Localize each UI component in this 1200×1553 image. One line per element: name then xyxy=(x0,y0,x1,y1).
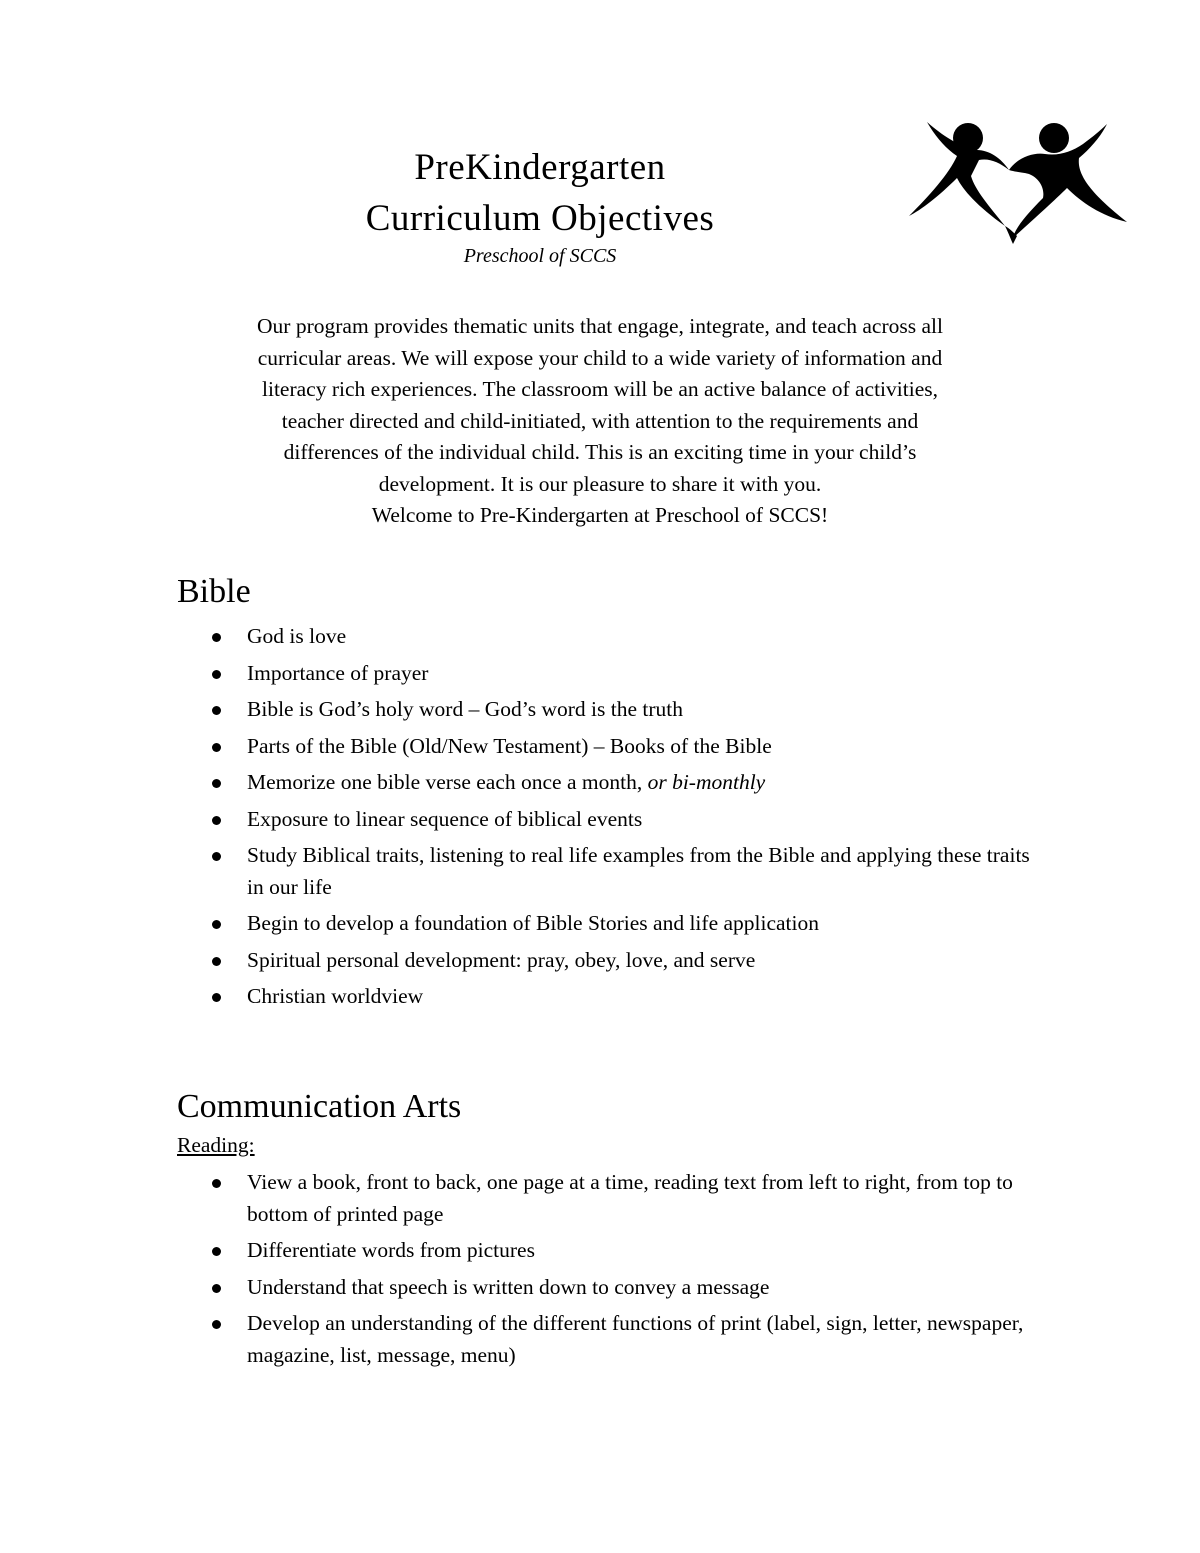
list-item-italic-text: or bi-monthly xyxy=(647,770,766,794)
list-item-text: Importance of prayer xyxy=(247,660,429,685)
bullet-icon xyxy=(212,852,221,861)
list-item-text: View a book, front to back, one page at a time, reading text from left to right, from top to bottom of printed page xyxy=(247,1170,1013,1226)
bullet-icon xyxy=(212,816,221,825)
communication-arts-heading: Communication Arts xyxy=(177,1088,462,1125)
list-item-text: Bible is God’s holy word – God’s word is the truth xyxy=(247,697,683,721)
bullet-icon xyxy=(212,1179,221,1188)
intro-line: teacher directed and child-initiated, with attention to the requirements and xyxy=(281,408,919,433)
bible-list xyxy=(210,621,1040,1018)
list-item-text: Begin to develop a foundation of Bible Stories and life application xyxy=(247,911,820,935)
intro-line: curricular areas. We will expose your child to a wide variety of information and xyxy=(257,345,943,370)
list-item-text: Understand that speech is written down to convey a message xyxy=(247,1274,770,1299)
list-item xyxy=(210,731,1040,763)
bullet-icon xyxy=(212,1320,221,1329)
title-line-1: PreKindergarten xyxy=(414,147,666,188)
bullet-icon xyxy=(212,1247,221,1256)
list-item xyxy=(210,981,1040,1013)
intro-line: literacy rich experiences. The classroom will be an active balance of activities, xyxy=(262,377,938,401)
document-subtitle: Preschool of SCCS xyxy=(463,245,617,267)
list-item-text: Exposure to linear sequence of biblical events xyxy=(247,806,643,831)
bullet-icon xyxy=(212,779,221,788)
list-item xyxy=(210,694,1040,726)
two-children-heart-logo xyxy=(905,118,1130,246)
intro-line: differences of the individual child. This is an exciting time in your child’s xyxy=(283,440,917,464)
bullet-icon xyxy=(212,633,221,642)
list-item xyxy=(210,1235,1040,1267)
intro-paragraph xyxy=(178,311,1022,532)
list-item-text: Spiritual personal development: pray, obey, love, and serve xyxy=(247,947,756,972)
list-item-text: Develop an understanding of the different functions of print (label, sign, letter, newspaper, magazine, list, message, menu) xyxy=(247,1311,1024,1367)
list-item-text: Memorize one bible verse each once a month, xyxy=(247,770,648,794)
reading-list xyxy=(210,1167,1040,1376)
list-item-text: Christian worldview xyxy=(247,984,424,1008)
reading-subheading: Reading: xyxy=(177,1133,255,1157)
list-item-text: God is love xyxy=(247,624,347,648)
intro-line: development. It is our pleasure to share it with you. xyxy=(378,471,822,496)
list-item xyxy=(210,840,1040,903)
list-item xyxy=(210,658,1040,690)
list-item-text: Study Biblical traits, listening to real life examples from the Bible and applying these traits in our life xyxy=(247,843,1030,899)
list-item xyxy=(210,1167,1040,1230)
bullet-icon xyxy=(212,993,221,1002)
list-item xyxy=(210,1272,1040,1304)
list-item-text: Differentiate words from pictures xyxy=(247,1238,535,1262)
bullet-icon xyxy=(212,1284,221,1293)
bullet-icon xyxy=(212,957,221,966)
list-item xyxy=(210,767,1040,799)
document-title xyxy=(240,142,840,244)
bullet-icon xyxy=(212,920,221,929)
bible-heading: Bible xyxy=(177,573,251,610)
bullet-icon xyxy=(212,706,221,715)
list-item xyxy=(210,908,1040,940)
list-item xyxy=(210,1308,1040,1371)
intro-line: Our program provides thematic units that engage, integrate, and teach across all xyxy=(257,314,943,338)
bullet-icon xyxy=(212,670,221,679)
title-line-2: Curriculum Objectives xyxy=(365,198,715,239)
intro-welcome-line: Welcome to Pre-Kindergarten at Preschool of SCCS! xyxy=(371,503,829,527)
list-item xyxy=(210,804,1040,836)
list-item-text: Parts of the Bible (Old/New Testament) – Books of the Bible xyxy=(247,733,772,758)
bullet-icon xyxy=(212,743,221,752)
list-item xyxy=(210,945,1040,977)
list-item xyxy=(210,621,1040,653)
